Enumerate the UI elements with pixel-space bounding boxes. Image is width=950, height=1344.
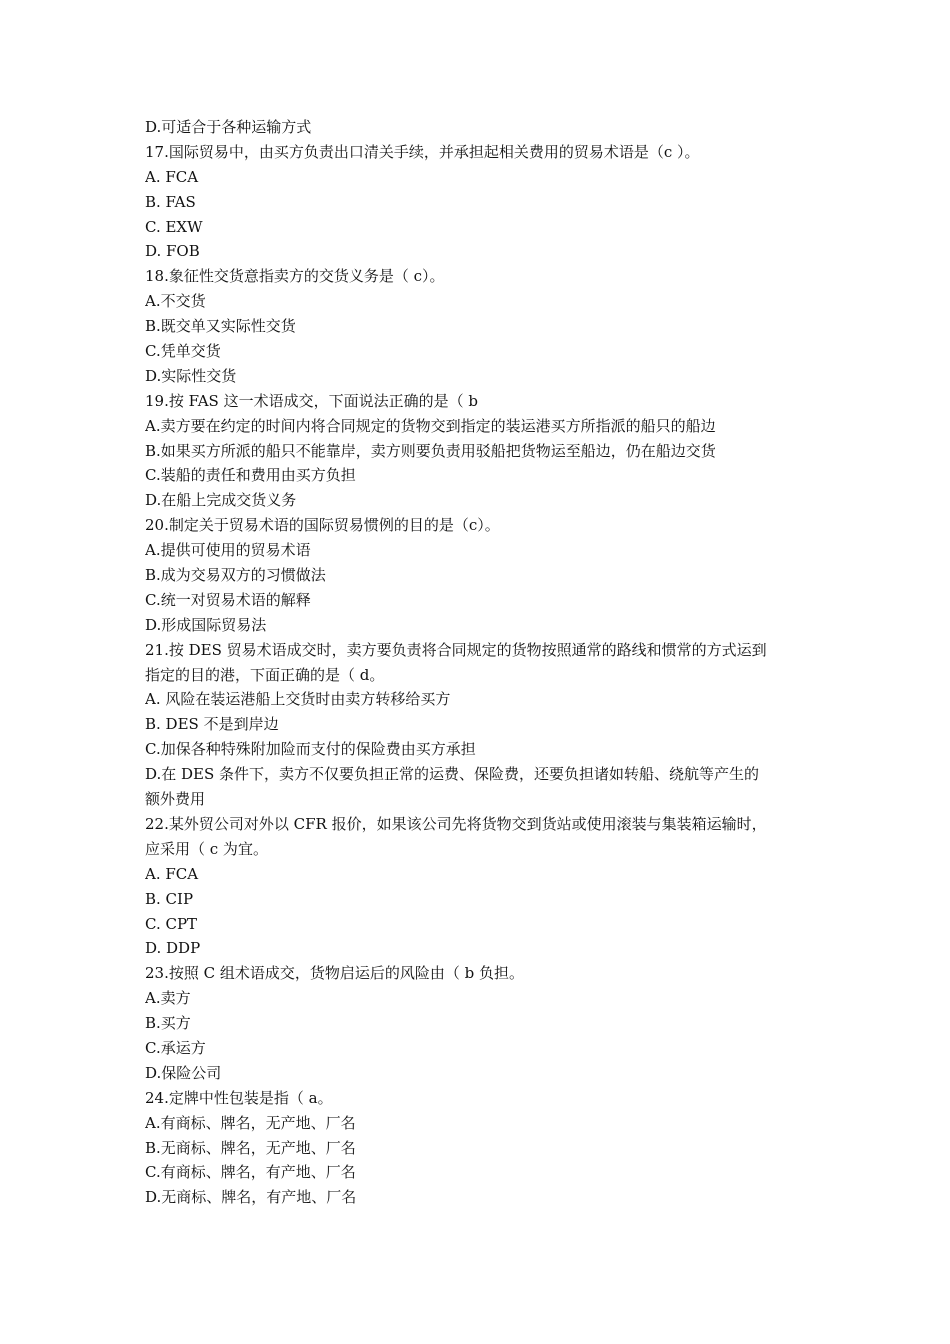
question-19: 19.按 FAS 这一术语成交，下面说法正确的是（ b (145, 391, 478, 410)
option-line: D.实际性交货 (145, 366, 237, 385)
option-line: A.有商标、牌名，无产地、厂名 (145, 1113, 356, 1132)
option-line: D.可适合于各种运输方式 (145, 118, 312, 136)
option-line: C.加保各种特殊附加险而支付的保险费由买方承担 (145, 740, 476, 759)
option-line: A.卖方要在约定的时间内将合同规定的货物交到指定的装运港买方所指派的船只的船边 (145, 416, 716, 435)
question-22: 22.某外贸公司对外以 CFR 报价，如果该公司先将货物交到货站或使用滚装与集装箱运输时， (145, 814, 767, 833)
option-line: B.买方 (145, 1014, 191, 1033)
option-line: D.在 DES 条件下，卖方不仅要负担正常的运费、保险费，还要负担诸如转船、绕航等产生的 (145, 765, 760, 784)
option-line: B.既交单又实际性交货 (145, 317, 296, 336)
option-line: C. EXW (145, 217, 203, 236)
option-line: B. DES 不是到岸边 (145, 715, 279, 734)
document-page (145, 115, 825, 1210)
option-line: A. FCA (145, 864, 199, 883)
option-line: D.形成国际贸易法 (145, 615, 267, 634)
option-line: C.承运方 (145, 1038, 206, 1057)
option-line: D.无商标、牌名，有产地、厂名 (145, 1188, 357, 1207)
option-line: C.统一对贸易术语的解释 (145, 590, 311, 609)
option-line: A.卖方 (145, 989, 191, 1008)
option-line: A. FCA (145, 167, 199, 186)
option-line: C. CPT (145, 914, 198, 933)
option-line: A.不交货 (145, 292, 206, 311)
option-line: D. FOB (145, 242, 200, 261)
option-line: D. DDP (145, 939, 201, 958)
option-line: D.在船上完成交货义务 (145, 491, 297, 510)
option-line: B.如果买方所派的船只不能靠岸，卖方则要负责用驳船把货物运至船边，仍在船边交货 (145, 441, 716, 460)
question-22-continued: 应采用（ c 为宜。 (145, 839, 268, 858)
question-17: 17.国际贸易中，由买方负责出口清关手续，并承担起相关费用的贸易术语是（c ）。 (145, 142, 700, 161)
option-line: B. FAS (145, 192, 196, 211)
question-21-continued: 指定的目的港，下面正确的是（ d。 (145, 665, 385, 684)
question-23: 23.按照 C 组术语成交，货物启运后的风险由（ b 负担。 (145, 964, 525, 983)
option-line: B. CIP (145, 889, 194, 908)
option-line: C.凭单交货 (145, 342, 221, 361)
question-21: 21.按 DES 贸易术语成交时，卖方要负责将合同规定的货物按照通常的路线和惯常的方式运到 (145, 640, 767, 659)
question-18: 18.象征性交货意指卖方的交货义务是（ c）。 (145, 267, 445, 286)
option-line: C.装船的责任和费用由买方负担 (145, 466, 356, 485)
question-20: 20.制定关于贸易术语的国际贸易惯例的目的是（c）。 (145, 516, 500, 535)
option-line-continued: 额外费用 (145, 790, 206, 809)
option-line: A.提供可使用的贸易术语 (145, 541, 311, 560)
question-24: 24.定牌中性包装是指（ a。 (145, 1088, 333, 1107)
option-line: D.保险公司 (145, 1063, 222, 1082)
option-line: C.有商标、牌名，有产地、厂名 (145, 1163, 356, 1182)
option-line: A. 风险在装运港船上交货时由卖方转移给买方 (145, 690, 451, 709)
option-line: B.成为交易双方的习惯做法 (145, 566, 326, 585)
option-line: B.无商标、牌名，无产地、厂名 (145, 1138, 356, 1157)
